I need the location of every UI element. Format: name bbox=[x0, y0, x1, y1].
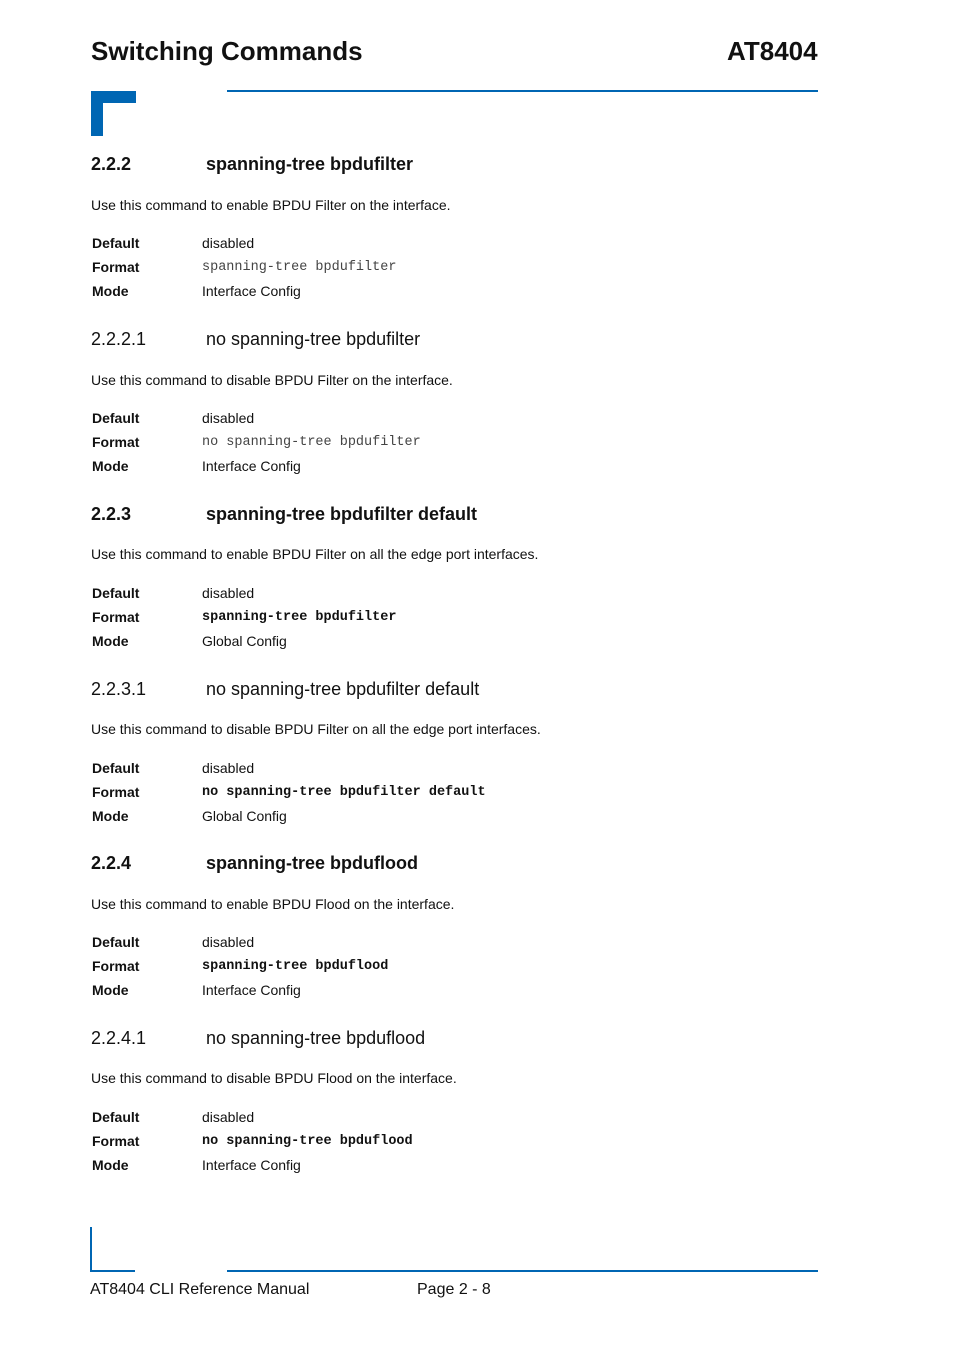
param-value-default: disabled bbox=[202, 1109, 255, 1125]
footer-rule bbox=[227, 1270, 818, 1272]
param-label-format: Format bbox=[92, 434, 140, 450]
section-heading bbox=[91, 853, 418, 874]
param-label-mode: Mode bbox=[92, 982, 129, 998]
param-value-mode: Interface Config bbox=[202, 1157, 301, 1173]
param-label-mode: Mode bbox=[92, 633, 129, 649]
param-label-default: Default bbox=[92, 410, 140, 426]
section-number: 2.2.4 bbox=[91, 853, 132, 873]
header-rule bbox=[227, 90, 818, 92]
section-description: Use this command to disable BPDU Filter on all the edge port interfaces. bbox=[91, 721, 541, 737]
param-value-default: disabled bbox=[202, 235, 255, 251]
param-label-format: Format bbox=[92, 1133, 140, 1149]
section-title: no spanning-tree bpduflood bbox=[206, 1028, 426, 1048]
section-heading bbox=[91, 154, 413, 175]
section-title: spanning-tree bpdufilter bbox=[206, 154, 413, 174]
section-number: 2.2.3 bbox=[91, 504, 132, 524]
footer-page-number: Page 2 - 8 bbox=[417, 1281, 491, 1298]
param-label-format: Format bbox=[92, 958, 140, 974]
page-header-title: Switching Commands bbox=[91, 36, 363, 66]
section-description: Use this command to enable BPDU Flood on the interface. bbox=[91, 896, 455, 912]
section-heading bbox=[91, 1028, 425, 1049]
param-label-default: Default bbox=[92, 235, 140, 251]
param-value-format: no spanning-tree bpdufilter bbox=[202, 435, 421, 450]
section-heading bbox=[91, 504, 477, 525]
param-value-format: spanning-tree bpduflood bbox=[202, 959, 389, 974]
page-header-product: AT8404 bbox=[727, 36, 818, 66]
param-value-default: disabled bbox=[202, 410, 255, 426]
param-value-format: no spanning-tree bpduflood bbox=[202, 1134, 413, 1149]
param-label-default: Default bbox=[92, 934, 140, 950]
section-description: Use this command to disable BPDU Flood on the interface. bbox=[91, 1070, 457, 1086]
section-number: 2.2.4.1 bbox=[91, 1028, 147, 1048]
param-label-format: Format bbox=[92, 609, 140, 625]
footer-manual-title: AT8404 CLI Reference Manual bbox=[90, 1281, 310, 1298]
section-description: Use this command to enable BPDU Filter on all the edge port interfaces. bbox=[91, 546, 539, 562]
section-description: Use this command to disable BPDU Filter on the interface. bbox=[91, 372, 453, 388]
param-label-mode: Mode bbox=[92, 458, 129, 474]
section-heading bbox=[91, 679, 479, 700]
param-value-mode: Interface Config bbox=[202, 283, 301, 299]
param-label-mode: Mode bbox=[92, 808, 129, 824]
param-value-mode: Global Config bbox=[202, 633, 287, 649]
param-value-format: spanning-tree bpdufilter bbox=[202, 260, 397, 275]
param-value-default: disabled bbox=[202, 760, 255, 776]
param-label-format: Format bbox=[92, 784, 140, 800]
param-label-format: Format bbox=[92, 259, 140, 275]
corner-bracket-icon bbox=[91, 91, 136, 136]
section-number: 2.2.2 bbox=[91, 154, 132, 174]
section-number: 2.2.2.1 bbox=[91, 329, 147, 349]
param-label-mode: Mode bbox=[92, 283, 129, 299]
param-label-default: Default bbox=[92, 760, 140, 776]
param-value-format: spanning-tree bpdufilter bbox=[202, 610, 397, 625]
param-value-mode: Interface Config bbox=[202, 458, 301, 474]
footer-bracket-icon bbox=[90, 1227, 135, 1272]
param-label-mode: Mode bbox=[92, 1157, 129, 1173]
section-number: 2.2.3.1 bbox=[91, 679, 147, 699]
param-value-default: disabled bbox=[202, 585, 255, 601]
section-heading bbox=[91, 329, 420, 350]
section-title: no spanning-tree bpdufilter bbox=[206, 329, 421, 349]
section-title: no spanning-tree bpdufilter default bbox=[206, 679, 480, 699]
section-title: spanning-tree bpdufilter default bbox=[206, 504, 478, 524]
section-description: Use this command to enable BPDU Filter on the interface. bbox=[91, 197, 451, 213]
param-value-format: no spanning-tree bpdufilter default bbox=[202, 785, 486, 800]
param-value-mode: Global Config bbox=[202, 808, 287, 824]
param-value-default: disabled bbox=[202, 934, 255, 950]
param-label-default: Default bbox=[92, 1109, 140, 1125]
section-title: spanning-tree bpduflood bbox=[206, 853, 418, 873]
param-value-mode: Interface Config bbox=[202, 982, 301, 998]
param-label-default: Default bbox=[92, 585, 140, 601]
